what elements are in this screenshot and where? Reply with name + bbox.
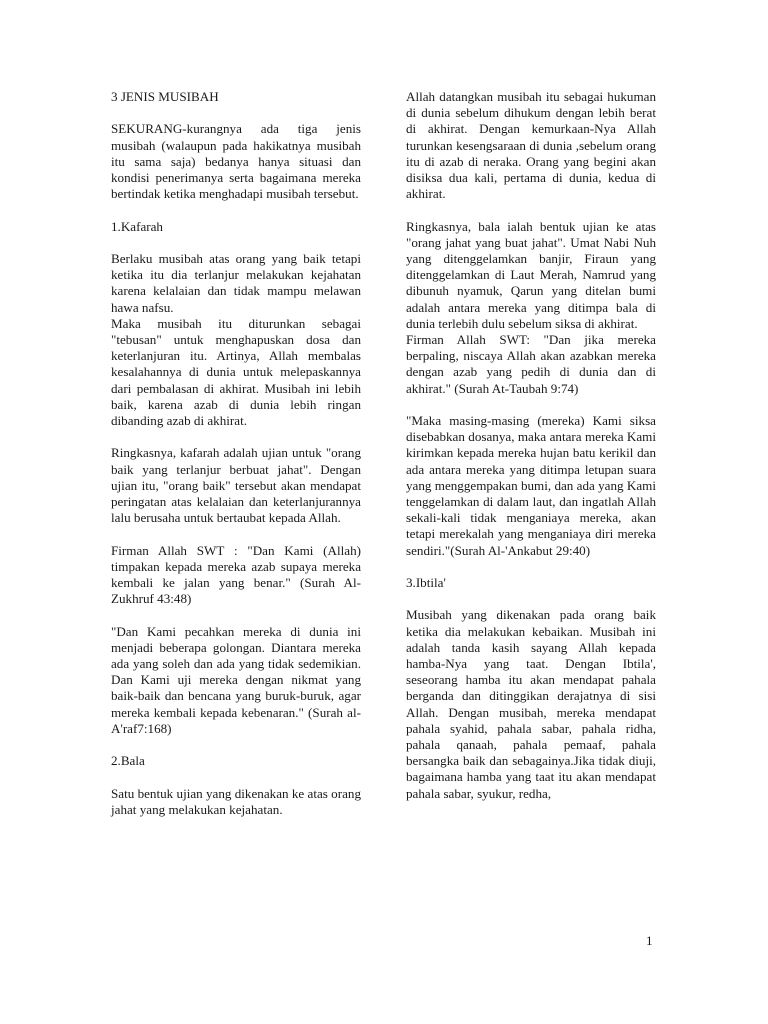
quote-zukhruf: Firman Allah SWT : "Dan Kami (Allah) timpakan kepada mereka azab supaya mereka kembali ke jalan yang benar." (Surah Al-Zukhruf 43:48) [111, 542, 361, 607]
heading-ibtila: 3.Ibtila' [406, 575, 446, 591]
kafarah-paragraph-2: Maka musibah itu diturunkan sebagai "tebusan" untuk menghapuskan dosa dan keterlanjuran itu. Artinya, Allah membalas kesalahannya di dunia untuk melepaskannya dari pembalasan di akhirat. Musibah ini lebih baik, karena azab di dunia lebih ringan dibanding azab di akhirat. [111, 315, 361, 429]
bala-paragraph-2: Allah datangkan musibah itu sebagai hukuman di dunia sebelum dihukum dengan lebih berat di akhirat. Dengan kemurkaan-Nya Allah turunkan kesengsaraan di dunia ,sebelum orang itu di azab di neraka. Orang yang begini akan disiksa dua kali, pertama di dunia, kedua di akhirat. [406, 89, 656, 202]
kafarah-summary-paragraph: Ringkasnya, kafarah adalah ujian untuk "orang baik yang terlanjur berbuat jahat". Dengan ujian itu, "orang baik" tersebut akan mendapat peringatan atas kelalaian dan keterlanjurannya lalu berusaha untuk bertaubat kepada Allah. [111, 445, 361, 526]
heading-bala: 2.Bala [111, 753, 145, 769]
intro-paragraph: SEKURANG-kurangnya ada tiga jenis musibah (walaupun pada hakikatnya musibah itu sama saja) bedanya hanya situasi dan kondisi penerimanya serta bagaimana mereka bertindak ketika menghadapi musibah tersebut. [111, 121, 361, 202]
kafarah-paragraph-1: Berlaku musibah atas orang yang baik tetapi ketika itu dia terlanjur melakukan kejahatan karena kelalaian dan tidak mampu melawan hawa nafsu. [111, 250, 361, 315]
left-column [111, 89, 361, 834]
heading-kafarah: 1.Kafarah [111, 218, 163, 234]
bala-summary-paragraph: Ringkasnya, bala ialah bentuk ujian ke atas "orang jahat yang buat jahat". Umat Nabi Nuh yang ditenggelamkan banjir, Firaun yang ditenggelamkan di Laut Merah, Namrud yang dibunuh nyamuk, Qarun yang ditelan bumi adalah antara mereka yang ditimpa bala di dunia terlebih dulu sebelum siksa di akhirat. [406, 218, 656, 331]
right-column [406, 89, 656, 818]
quote-taubah: Firman Allah SWT: "Dan jika mereka berpaling, niscaya Allah akan azabkan mereka dengan azab yang pedih di dunia dan di akhirat." (Surah At-Taubah 9:74) [406, 332, 656, 396]
ibtila-paragraph: Musibah yang dikenakan pada orang baik ketika dia melakukan kebaikan. Musibah ini adalah tanda kasih sayang Allah kepada hamba-Nya yang taat. Dengan Ibtila', seseorang hamba itu akan mendapat pahala berganda dan ditinggikan derajatnya di sisi Allah. Dengan musibah, mereka mendapat pahala syahid, pahala sabar, pahala ridha, pahala qanaah, pahala pemaaf, pahala bersangka baik dan sebagainya.Jika tidak diuji, bagaimana hamba yang taat itu akan mendapat pahala sabar, syukur, redha, [406, 607, 656, 801]
quote-ankabut: "Maka masing-masing (mereka) Kami siksa disebabkan dosanya, maka antara mereka Kami kirimkan kepada mereka hujan batu kerikil dan ada antara mereka yang ditimpa letupan suara yang menggempakan bumi, dan ada yang Kami tenggelamkan di dalam laut, dan ingatlah Allah sekali-kali tidak menganiaya mereka, akan tetapi merekalah yang menganiaya diri mereka sendiri."(Surah Al-'Ankabut 29:40) [406, 413, 656, 558]
section-title: 3 JENIS MUSIBAH [111, 89, 219, 104]
bala-paragraph-1: Satu bentuk ujian yang dikenakan ke atas orang jahat yang melakukan kejahatan. [111, 785, 361, 817]
page-number: 1 [646, 933, 653, 948]
quote-araf: "Dan Kami pecahkan mereka di dunia ini menjadi beberapa golongan. Diantara mereka ada yang soleh dan ada yang tidak sedemikian. Dan Kami uji mereka dengan nikmat yang baik-baik dan bencana yang buruk-buruk, agar mereka kembali kepada kebenaran." (Surah al-A'raf7:168) [111, 623, 361, 736]
